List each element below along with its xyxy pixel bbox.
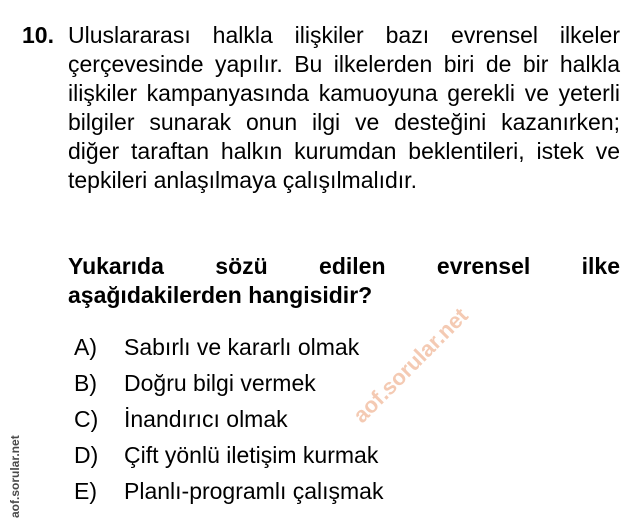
option-text: Doğru bilgi vermek (124, 370, 316, 396)
option-letter: B) (74, 370, 97, 396)
option-b[interactable] (74, 368, 383, 404)
option-letter: D) (74, 442, 99, 468)
side-watermark: aof.sorular.net (8, 435, 22, 518)
question-stem: Uluslararası halkla ilişkiler bazı evrensel ilkeler çerçevesinde yapılır. Bu ilkelerden biri de bir halkla ilişkiler kampanyasında kamuoyuna gerekli ve yeterli bilgiler sunarak onun ilgi ve desteğini kazanırken; diğer taraftan halkın kurumdan beklentileri, istek ve tepkileri anlaşılmaya çalışılmalıdır. (68, 22, 620, 193)
option-letter: E) (74, 478, 97, 504)
option-text: Planlı-programlı çalışmak (124, 478, 384, 504)
diagonal-watermark: aof.sorular.net (348, 302, 473, 428)
option-letter: A) (74, 334, 97, 360)
option-a[interactable] (74, 332, 383, 368)
option-e[interactable] (74, 476, 383, 512)
option-text: İnandırıcı olmak (124, 406, 288, 432)
option-letter: C) (74, 406, 99, 432)
question-prompt: Yukarıda sözü edilen evrensel ilke aşağıdakilerden hangisidir? (68, 253, 620, 308)
option-d[interactable] (74, 440, 383, 476)
option-c[interactable] (74, 404, 383, 440)
answer-options (74, 332, 383, 512)
option-text: Sabırlı ve kararlı olmak (124, 334, 360, 360)
question-number: 10. (22, 22, 54, 48)
option-text: Çift yönlü iletişim kurmak (124, 442, 379, 468)
